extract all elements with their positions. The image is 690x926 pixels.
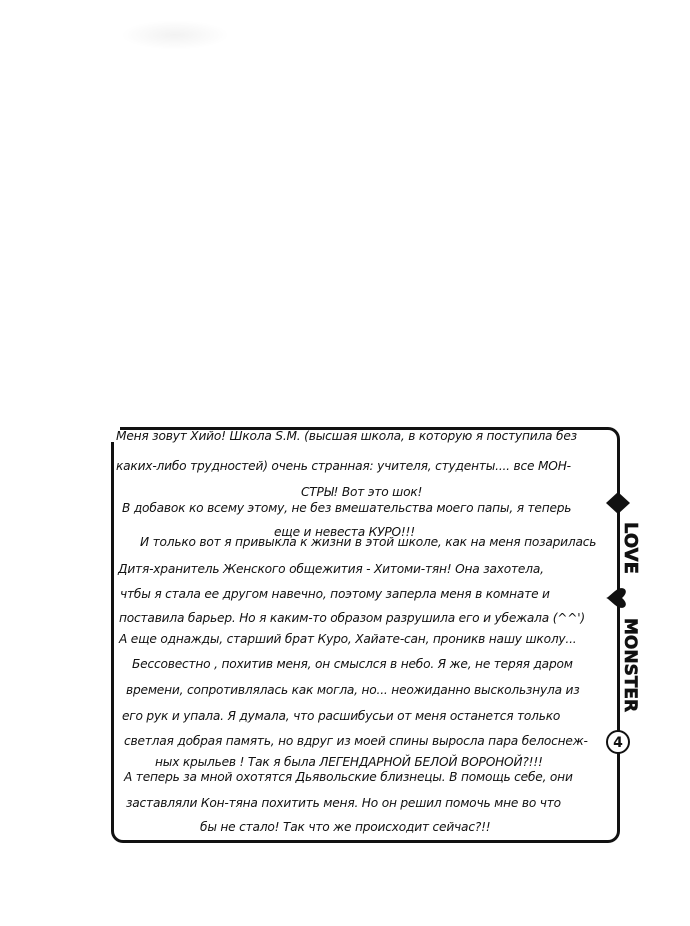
summary-line: времени, сопротивлялась как могла, но... неожиданно выскользнула из bbox=[126, 683, 580, 697]
summary-line: ных крыльев ! Так я была ЛЕГЕНДАРНОЙ БЕЛОЙ ВОРОНОЙ?!!! bbox=[155, 755, 543, 769]
summary-line: И только вот я привыкла к жизни в этой школе, как на меня позарилась bbox=[140, 535, 597, 549]
volume-number: 4 bbox=[613, 735, 623, 751]
summary-line: еще и невеста КУРО!!! bbox=[274, 525, 415, 539]
summary-line: поставила барьер. Но я каким-то образом разрушила его и убежала (^^') bbox=[119, 611, 585, 625]
summary-line: В добавок ко всему этому, не без вмешательства моего папы, я теперь bbox=[122, 501, 572, 515]
series-logo bbox=[603, 490, 641, 770]
summary-line: Дитя-хранитель Женского общежития - Хитоми-тян! Она захотела, bbox=[118, 562, 544, 576]
summary-line: чтбы я стала ее другом навечно, поэтому заперла меня в комнате и bbox=[120, 587, 550, 601]
summary-line: Меня зовут Хийо! Школа S.M. (высшая школа, в которую я поступила без bbox=[116, 429, 577, 443]
summary-line: Бессовестно , похитив меня, он смыслся в небо. Я же, не теряя даром bbox=[132, 657, 573, 671]
summary-line: его рук и упала. Я думала, что расшибусьи от меня останется только bbox=[122, 709, 561, 723]
summary-line: СТРЫ! Вот это шок! bbox=[301, 485, 423, 499]
summary-line: бы не стало! Так что же происходит сейчас?!! bbox=[200, 820, 491, 834]
summary-line: А еще однажды, старший брат Куро, Хайате-сан, проникв нашу школу... bbox=[119, 632, 577, 646]
summary-line: светлая добрая память, но вдруг из моей спины выросла пара белоснеж- bbox=[124, 734, 588, 748]
summary-line: каких-либо трудностей) очень странная: учителя, студенты.... все МОН- bbox=[116, 459, 571, 473]
diamond-icon bbox=[606, 492, 630, 514]
logo-word-monster: MONSTER bbox=[620, 618, 640, 713]
logo-word-love: LOVE bbox=[620, 522, 641, 574]
summary-line: А теперь за мной охотятся Дьявольские близнецы. В помощь себе, они bbox=[124, 770, 573, 784]
heart-icon bbox=[606, 588, 626, 608]
summary-line: заставляли Кон-тяна похитить меня. Но он решил помочь мне во что bbox=[126, 796, 561, 810]
scan-smudge bbox=[120, 20, 230, 50]
